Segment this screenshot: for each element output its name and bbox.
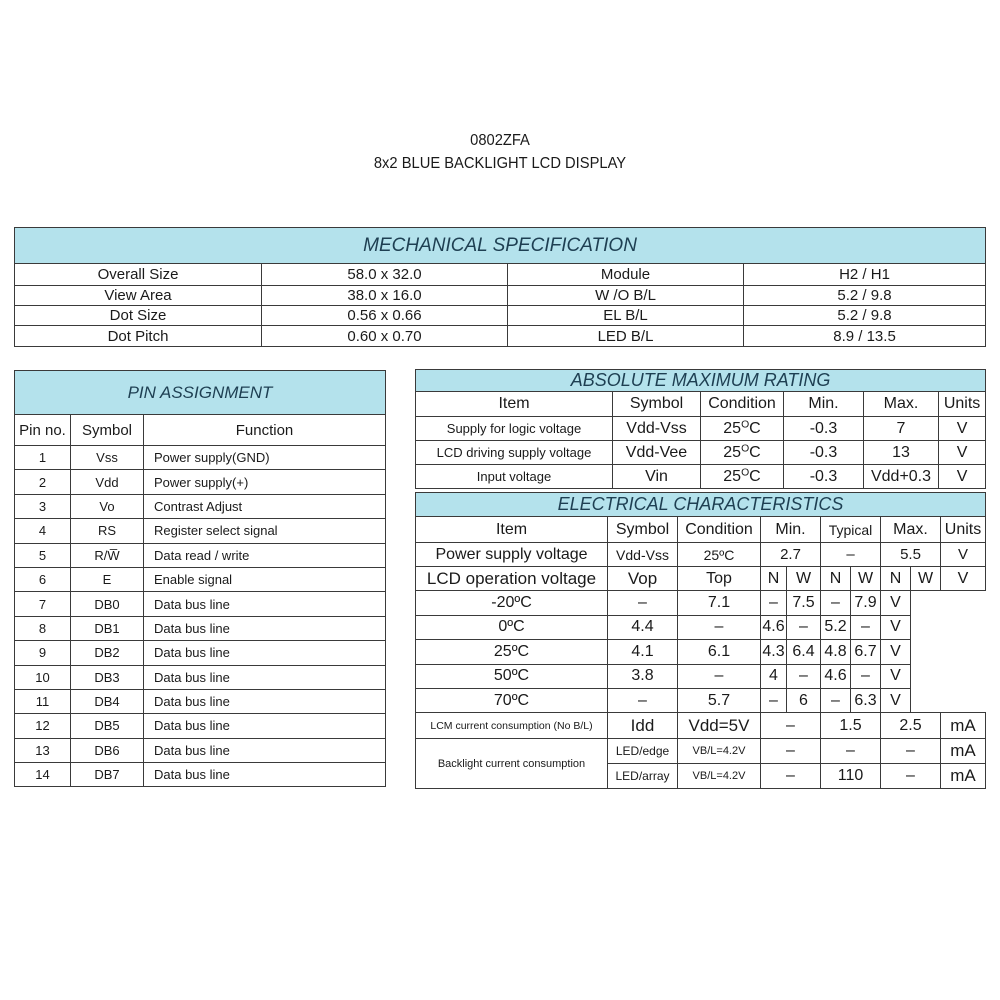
condition: 70ºC bbox=[416, 689, 608, 713]
condition-unit: C bbox=[749, 443, 761, 461]
table-row bbox=[15, 567, 386, 591]
spec-label: Dot Size bbox=[15, 306, 262, 326]
cell: – bbox=[821, 689, 851, 713]
cell: – bbox=[821, 591, 851, 616]
max: Vdd+0.3 bbox=[864, 465, 939, 489]
condition: -20ºC bbox=[416, 591, 608, 616]
units: mA bbox=[941, 739, 986, 764]
table-row bbox=[416, 640, 986, 665]
pin-function: Data bus line bbox=[144, 616, 386, 640]
pin-symbol: E bbox=[71, 567, 144, 591]
condition: Vdd=5V bbox=[678, 713, 761, 739]
table-row bbox=[15, 763, 386, 787]
min: – bbox=[761, 739, 821, 764]
cell: 4.6 bbox=[761, 615, 787, 640]
condition-unit: C bbox=[749, 419, 761, 437]
pin-assignment-table bbox=[14, 370, 386, 787]
units: V bbox=[881, 640, 911, 665]
cell: – bbox=[678, 664, 761, 689]
spec-value: 38.0 x 16.0 bbox=[262, 286, 508, 306]
spec-value: 0.60 x 0.70 bbox=[262, 326, 508, 347]
pin-function: Contrast Adjust bbox=[144, 494, 386, 518]
cell: – bbox=[851, 615, 881, 640]
cell: 6.3 bbox=[851, 689, 881, 713]
pin-symbol: Vss bbox=[71, 446, 144, 470]
pin-function: Data read / write bbox=[144, 543, 386, 567]
cell: – bbox=[608, 689, 678, 713]
table-row bbox=[15, 470, 386, 494]
item: LCD operation voltage bbox=[416, 567, 608, 591]
pin-function: Data bus line bbox=[144, 665, 386, 689]
pin-assignment-title: PIN ASSIGNMENT bbox=[15, 371, 386, 415]
pin-function: Data bus line bbox=[144, 763, 386, 787]
column-header: Max. bbox=[881, 517, 941, 543]
column-header: Symbol bbox=[608, 517, 678, 543]
typical: – bbox=[821, 543, 881, 567]
cell: 3.8 bbox=[608, 664, 678, 689]
pin-function: Data bus line bbox=[144, 738, 386, 762]
max: 7 bbox=[864, 417, 939, 441]
spec-value: H2 / H1 bbox=[744, 264, 986, 286]
cell: 5.7 bbox=[678, 689, 761, 713]
table-row bbox=[416, 441, 986, 465]
spec-label: W /O B/L bbox=[508, 286, 744, 306]
pin-function: Data bus line bbox=[144, 592, 386, 616]
table-row bbox=[416, 664, 986, 689]
mechanical-spec-table bbox=[14, 227, 986, 347]
pin-symbol: DB1 bbox=[71, 616, 144, 640]
units: V bbox=[939, 465, 986, 489]
condition-value: 25 bbox=[723, 467, 742, 485]
cell: W bbox=[851, 567, 881, 591]
spec-label: EL B/L bbox=[508, 306, 744, 326]
column-header: Symbol bbox=[71, 415, 144, 446]
units: mA bbox=[941, 764, 986, 789]
units: V bbox=[881, 591, 911, 616]
item: LCD driving supply voltage bbox=[416, 441, 613, 465]
cell: 4 bbox=[761, 664, 787, 689]
units: V bbox=[881, 615, 911, 640]
pin-number: 11 bbox=[15, 689, 71, 713]
pin-number: 7 bbox=[15, 592, 71, 616]
symbol: Vdd-Vss bbox=[613, 417, 701, 441]
column-header: Pin no. bbox=[15, 415, 71, 446]
symbol: Vop bbox=[608, 567, 678, 591]
absolute-max-title: ABSOLUTE MAXIMUM RATING bbox=[416, 370, 986, 392]
cell: 6.4 bbox=[787, 640, 821, 665]
pin-number: 6 bbox=[15, 567, 71, 591]
min: -0.3 bbox=[784, 417, 864, 441]
column-header: Condition bbox=[678, 517, 761, 543]
column-header: Item bbox=[416, 517, 608, 543]
units: V bbox=[941, 567, 986, 591]
pin-symbol: R/W̅ bbox=[71, 543, 144, 567]
cell: 4.4 bbox=[608, 615, 678, 640]
table-row bbox=[416, 567, 986, 591]
item: Input voltage bbox=[416, 465, 613, 489]
min: -0.3 bbox=[784, 441, 864, 465]
column-header: Condition bbox=[701, 392, 784, 417]
condition: 50ºC bbox=[416, 664, 608, 689]
pin-number: 8 bbox=[15, 616, 71, 640]
table-row bbox=[15, 446, 386, 470]
column-header: Min. bbox=[761, 517, 821, 543]
spec-value: 5.2 / 9.8 bbox=[744, 306, 986, 326]
units: mA bbox=[941, 713, 986, 739]
table-row bbox=[15, 519, 386, 543]
pin-number: 2 bbox=[15, 470, 71, 494]
cell: 4.8 bbox=[821, 640, 851, 665]
cell: – bbox=[678, 615, 761, 640]
max: 2.5 bbox=[881, 713, 941, 739]
cell: 6.1 bbox=[678, 640, 761, 665]
max: 13 bbox=[864, 441, 939, 465]
spec-value: 8.9 / 13.5 bbox=[744, 326, 986, 347]
pin-function: Data bus line bbox=[144, 714, 386, 738]
item: Power supply voltage bbox=[416, 543, 608, 567]
table-row bbox=[15, 616, 386, 640]
units: V bbox=[881, 689, 911, 713]
condition bbox=[701, 441, 784, 465]
pin-function: Data bus line bbox=[144, 689, 386, 713]
table-row bbox=[416, 465, 986, 489]
pin-number: 13 bbox=[15, 738, 71, 762]
pin-symbol: DB3 bbox=[71, 665, 144, 689]
symbol: LED/array bbox=[608, 764, 678, 789]
item: LCM current consumption (No B/L) bbox=[416, 713, 608, 739]
table-row bbox=[15, 738, 386, 762]
product-description: 8x2 BLUE BACKLIGHT LCD DISPLAY bbox=[373, 155, 627, 172]
table-row bbox=[416, 543, 986, 567]
typical: 1.5 bbox=[821, 713, 881, 739]
min: 2.7 bbox=[761, 543, 821, 567]
cell: 7.9 bbox=[851, 591, 881, 616]
min: -0.3 bbox=[784, 465, 864, 489]
table-row bbox=[15, 264, 986, 286]
cell: – bbox=[608, 591, 678, 616]
pin-symbol: RS bbox=[71, 519, 144, 543]
pin-number: 14 bbox=[15, 763, 71, 787]
degree-mark: O bbox=[741, 442, 750, 454]
table-row bbox=[15, 286, 986, 306]
spec-value: 5.2 / 9.8 bbox=[744, 286, 986, 306]
typical: – bbox=[821, 739, 881, 764]
item: Supply for logic voltage bbox=[416, 417, 613, 441]
condition: VB/L=4.2V bbox=[678, 739, 761, 764]
condition bbox=[701, 465, 784, 489]
column-header: Item bbox=[416, 392, 613, 417]
pin-symbol: Vdd bbox=[71, 470, 144, 494]
spec-label: Dot Pitch bbox=[15, 326, 262, 347]
condition: 25ºC bbox=[678, 543, 761, 567]
cell: 4.6 bbox=[821, 664, 851, 689]
condition: 0ºC bbox=[416, 615, 608, 640]
table-row bbox=[15, 306, 986, 326]
condition bbox=[701, 417, 784, 441]
pin-function: Data bus line bbox=[144, 641, 386, 665]
degree-mark: O bbox=[741, 466, 750, 478]
table-row bbox=[15, 714, 386, 738]
units: V bbox=[939, 417, 986, 441]
table-row bbox=[416, 615, 986, 640]
column-header: Symbol bbox=[613, 392, 701, 417]
cell: 6.7 bbox=[851, 640, 881, 665]
column-header: Max. bbox=[864, 392, 939, 417]
column-header: Units bbox=[939, 392, 986, 417]
degree-mark: O bbox=[741, 418, 750, 430]
spec-value: 0.56 x 0.66 bbox=[262, 306, 508, 326]
spec-label: View Area bbox=[15, 286, 262, 306]
table-row bbox=[416, 689, 986, 713]
table-row bbox=[416, 713, 986, 739]
cell: N bbox=[821, 567, 851, 591]
cell: 4.3 bbox=[761, 640, 787, 665]
pin-symbol: DB2 bbox=[71, 641, 144, 665]
condition-value: 25 bbox=[723, 443, 742, 461]
pin-function: Enable signal bbox=[144, 567, 386, 591]
spec-value: 58.0 x 32.0 bbox=[262, 264, 508, 286]
spec-label: Overall Size bbox=[15, 264, 262, 286]
symbol: Vdd-Vss bbox=[608, 543, 678, 567]
units: V bbox=[881, 664, 911, 689]
spec-label: Module bbox=[508, 264, 744, 286]
table-row bbox=[15, 665, 386, 689]
absolute-max-table bbox=[415, 369, 986, 489]
pin-number: 4 bbox=[15, 519, 71, 543]
cell: W bbox=[787, 567, 821, 591]
pin-number: 9 bbox=[15, 641, 71, 665]
cell: N bbox=[881, 567, 911, 591]
table-row bbox=[416, 417, 986, 441]
table-row bbox=[416, 739, 986, 764]
table-row bbox=[15, 543, 386, 567]
electrical-characteristics-table bbox=[415, 492, 986, 789]
cell: N bbox=[761, 567, 787, 591]
cell: 6 bbox=[787, 689, 821, 713]
max: – bbox=[881, 739, 941, 764]
pin-symbol: DB0 bbox=[71, 592, 144, 616]
table-row bbox=[15, 494, 386, 518]
cell: 5.2 bbox=[821, 615, 851, 640]
column-header: Function bbox=[144, 415, 386, 446]
units: V bbox=[939, 441, 986, 465]
pin-symbol: DB7 bbox=[71, 763, 144, 787]
cell: – bbox=[787, 664, 821, 689]
item: Backlight current consumption bbox=[416, 739, 608, 789]
model-number: 0802ZFA bbox=[470, 132, 530, 149]
condition: Top bbox=[678, 567, 761, 591]
column-header: Units bbox=[941, 517, 986, 543]
electrical-title: ELECTRICAL CHARACTERISTICS bbox=[416, 493, 986, 517]
condition: 25ºC bbox=[416, 640, 608, 665]
condition-value: 25 bbox=[723, 419, 742, 437]
table-row bbox=[15, 592, 386, 616]
condition: VB/L=4.2V bbox=[678, 764, 761, 789]
pin-number: 12 bbox=[15, 714, 71, 738]
condition-unit: C bbox=[749, 467, 761, 485]
cell: – bbox=[851, 664, 881, 689]
units: V bbox=[941, 543, 986, 567]
pin-number: 1 bbox=[15, 446, 71, 470]
table-row bbox=[416, 591, 986, 616]
pin-number: 3 bbox=[15, 494, 71, 518]
typical: 110 bbox=[821, 764, 881, 789]
pin-symbol: DB5 bbox=[71, 714, 144, 738]
column-header: Min. bbox=[784, 392, 864, 417]
pin-function: Power supply(GND) bbox=[144, 446, 386, 470]
pin-number: 5 bbox=[15, 543, 71, 567]
column-header: Typical bbox=[821, 517, 881, 543]
mechanical-spec-title: MECHANICAL SPECIFICATION bbox=[15, 228, 986, 264]
max: – bbox=[881, 764, 941, 789]
symbol: LED/edge bbox=[608, 739, 678, 764]
table-row bbox=[15, 326, 986, 347]
pin-symbol: DB4 bbox=[71, 689, 144, 713]
pin-symbol: DB6 bbox=[71, 738, 144, 762]
cell: – bbox=[787, 615, 821, 640]
cell: 7.5 bbox=[787, 591, 821, 616]
cell: 4.1 bbox=[608, 640, 678, 665]
cell: W bbox=[911, 567, 941, 591]
cell: – bbox=[761, 689, 787, 713]
min: – bbox=[761, 713, 821, 739]
pin-number: 10 bbox=[15, 665, 71, 689]
pin-symbol: Vo bbox=[71, 494, 144, 518]
cell: 7.1 bbox=[678, 591, 761, 616]
spec-label: LED B/L bbox=[508, 326, 744, 347]
max: 5.5 bbox=[881, 543, 941, 567]
symbol: Vin bbox=[613, 465, 701, 489]
table-row bbox=[15, 689, 386, 713]
cell: – bbox=[761, 591, 787, 616]
table-row bbox=[15, 641, 386, 665]
pin-function: Power supply(+) bbox=[144, 470, 386, 494]
symbol: Vdd-Vee bbox=[613, 441, 701, 465]
pin-function: Register select signal bbox=[144, 519, 386, 543]
symbol: Idd bbox=[608, 713, 678, 739]
min: – bbox=[761, 764, 821, 789]
